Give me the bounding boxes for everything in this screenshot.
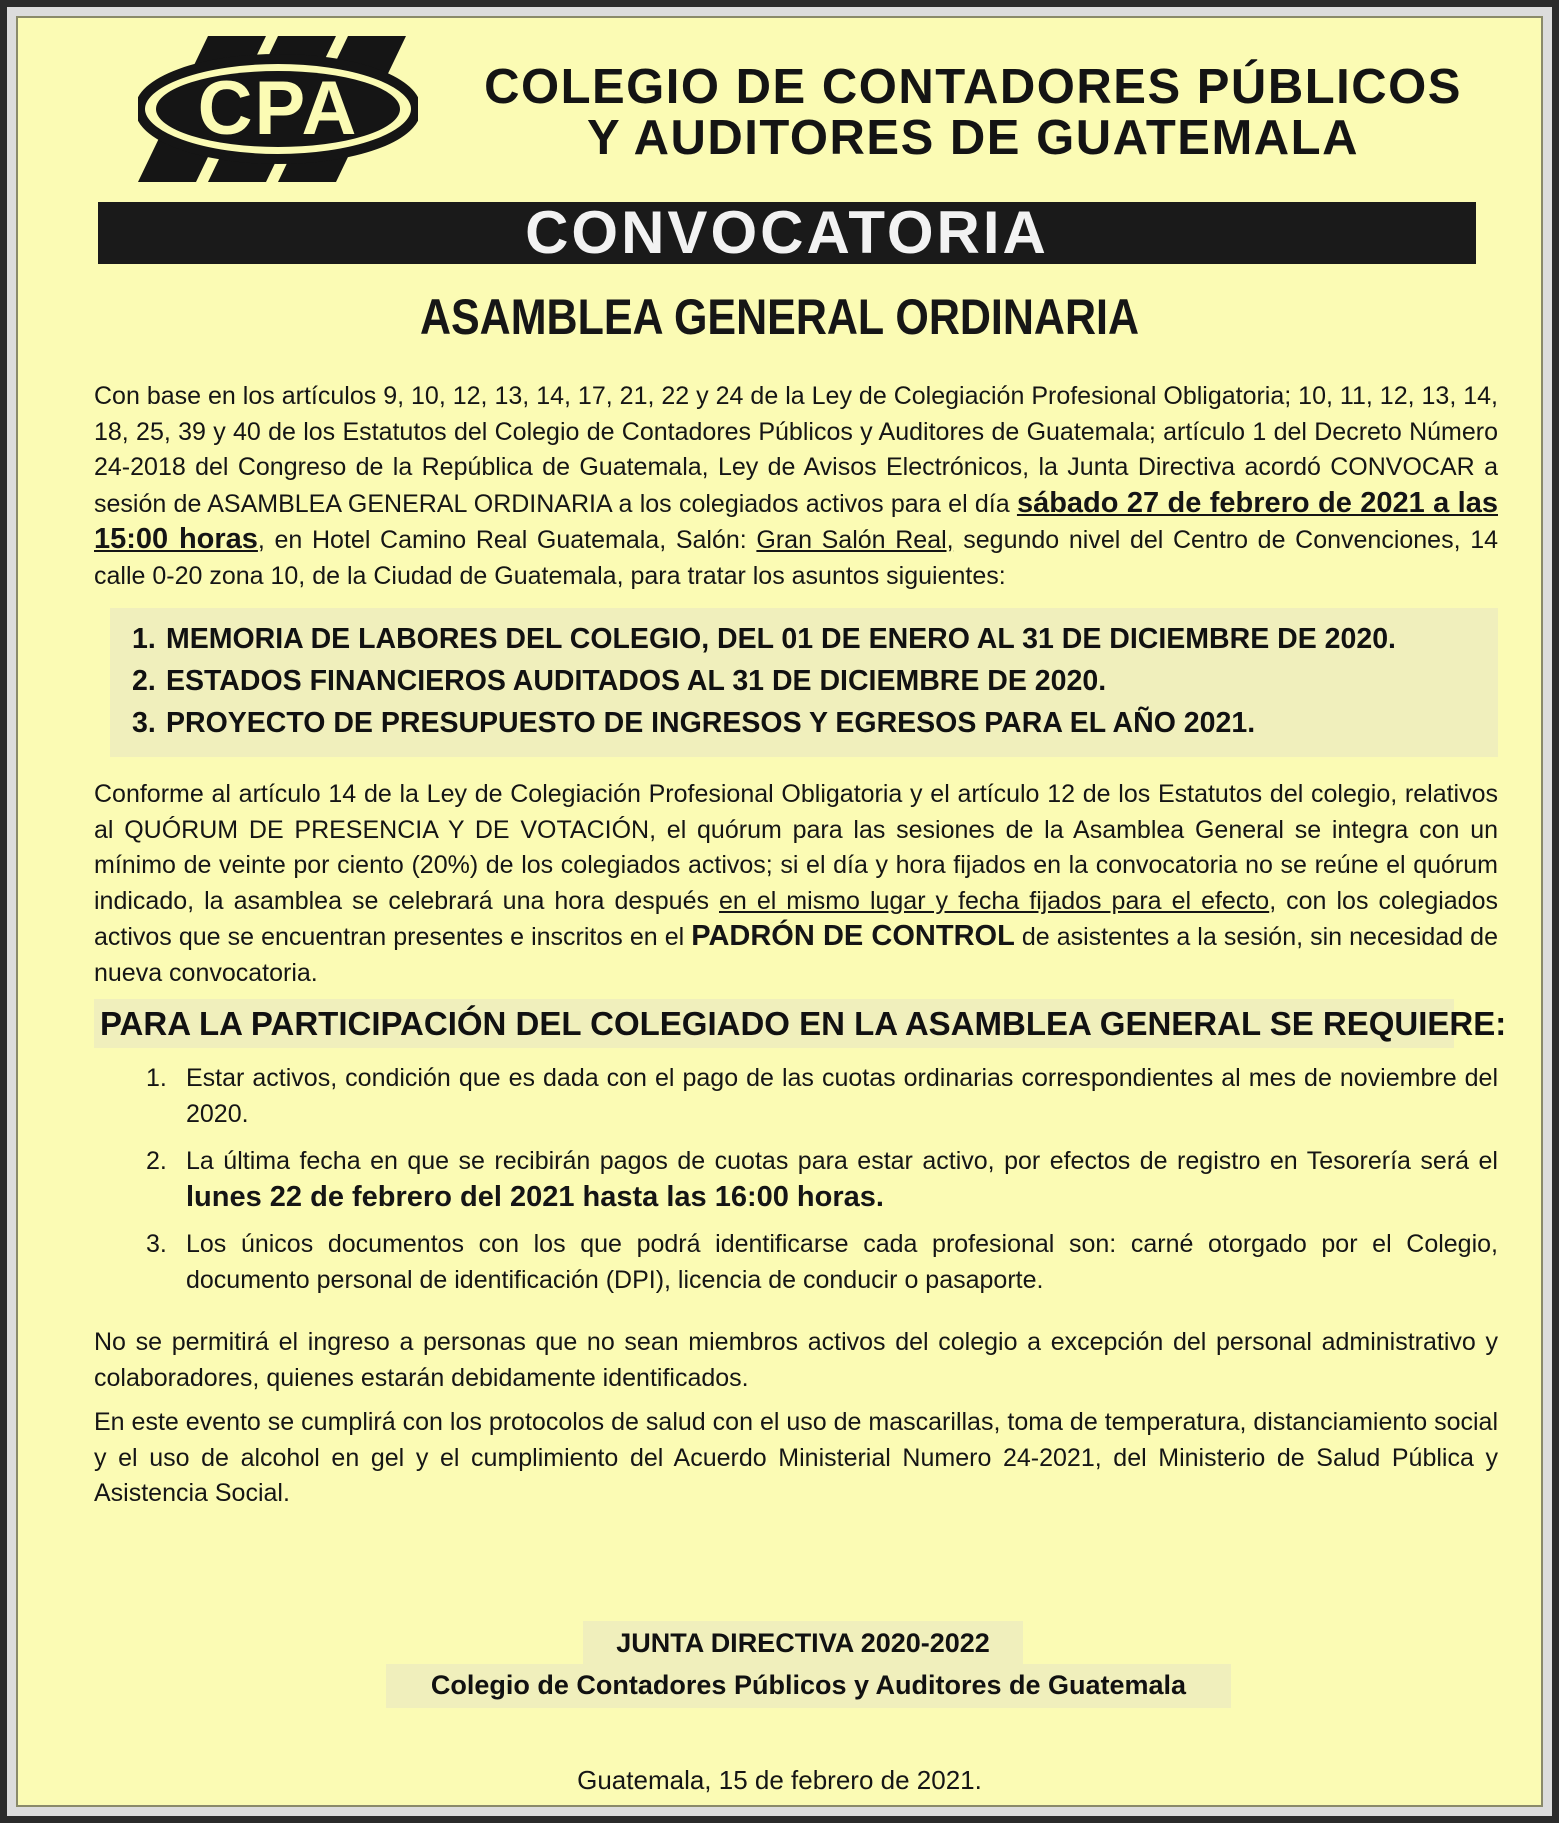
intro-text-2: , en Hotel Camino Real Guatemala, Salón: — [257, 526, 757, 554]
assembly-title: ASAMBLEA GENERAL ORDINARIA — [419, 289, 1140, 345]
agenda-item: 1. MEMORIA DE LABORES DEL COLEGIO, DEL 01 DE ENERO AL 31 DE DICIEMBRE DE 2020. — [132, 623, 1396, 655]
quorum-text-3: de asistentes a la sesión, sin necesidad de nueva convocatoria. — [94, 923, 1498, 987]
requirement-item: 3. Los únicos documentos con los que podrá identificarse cada profesional son: carné otorgado por el Colegio, documento personal de identificación (DPI), licencia de conducir o pasaporte. — [146, 1230, 1498, 1294]
padron-control: PADRÓN DE CONTROL — [691, 920, 1015, 952]
agenda-box — [110, 608, 1498, 757]
requirement-item: 2. La última fecha en que se recibirán pagos de cuotas para estar activo, por efectos de registro en Tesorería será el lunes 22 de febrero del 2021 hasta las 16:00 horas. — [146, 1147, 1498, 1213]
convocatoria-banner: CONVOCATORIA — [98, 202, 1476, 264]
health-protocol-notice: En este evento se cumplirá con los protocolos de salud con el uso de mascarillas, toma de temperatura, distanciamiento social y el uso de alcohol en gel y el cumplimiento del Acuerdo Ministerial Numero 24-2021, del Ministerio de Salud Pública y Asistencia Social. — [94, 1408, 1498, 1507]
svg-text:CPA: CPA — [197, 66, 359, 151]
quorum-paragraph — [94, 777, 1498, 991]
assembly-date: sábado 27 de febrero de 2021 a las 15:00 horas — [94, 486, 1498, 555]
quorum-text-2: , con los colegiados activos que se encuentran presentes e inscritos en el — [94, 886, 1498, 951]
admission-notice: No se permitirá el ingreso a personas que no sean miembros activos del colegio a excepción del personal administrativo y colaboradores, quienes estarán debidamente identificados. — [94, 1328, 1498, 1392]
org-title-line2: Y AUDITORES DE GUATEMALA — [587, 111, 1359, 165]
page-frame — [7, 7, 1552, 1816]
intro-text-3: segundo nivel del Centro de Convenciones, 14 calle 0-20 zona 10, de la Ciudad de Guatemala, para tratar los asuntos siguientes: — [94, 526, 1499, 590]
board-signature: JUNTA DIRECTIVA 2020-2022 — [616, 1628, 990, 1658]
payment-deadline: lunes 22 de febrero del 2021 hasta las 16:00 horas. — [186, 1180, 884, 1213]
quorum-underlined: en el mismo lugar y fecha fijados para el efecto — [719, 886, 1270, 915]
agenda-item: 2. ESTADOS FINANCIEROS AUDITADOS AL 31 DE DICIEMBRE DE 2020. — [132, 665, 1107, 697]
quorum-text-1: Conforme al artículo 14 de la Ley de Colegiación Profesional Obligatoria y el artículo 12 de los Estatutos del colegio, relativos al QUÓRUM DE PRESENCIA Y DE VOTACIÓN, el quórum para las sesiones de la Asamblea General se integra con un mínimo de veinte por ciento (20%) de los colegiados activos; si el día y hora fijados en la convocatoria no se reúne el quórum indicado, la asamblea se celebrará una hora después — [94, 780, 1498, 915]
document-sheet — [16, 16, 1543, 1807]
salon-name: Gran Salón Real, — [756, 526, 954, 554]
agenda-item: 3. PROYECTO DE PRESUPUESTO DE INGRESOS Y EGRESOS PARA EL AÑO 2021. — [132, 707, 1256, 739]
requirements-title: PARA LA PARTICIPACIÓN DEL COLEGIADO EN LA ASAMBLEA GENERAL SE REQUIERE: — [100, 1005, 1507, 1042]
organization-title — [448, 62, 1498, 164]
org-title-line1: COLEGIO DE CONTADORES PÚBLICOS — [484, 60, 1462, 114]
intro-text-1: Con base en los artículos 9, 10, 12, 13, 14, 17, 21, 22 y 24 de la Ley de Colegiación Profesional Obligatoria; 10, 11, 12, 13, 14, 18, 25, 39 y 40 de los Estatutos del Colegio de Contadores Públicos y Auditores de Guatemala; artículo 1 del Decreto Número 24-2018 del Congreso de la República de Guatemala, Ley de Avisos Electrónicos, la Junta Directiva acordó CONVOCAR a sesión de ASAMBLEA GENERAL ORDINARIA a los colegiados activos para el día — [94, 382, 1498, 518]
issue-date: Guatemala, 15 de febrero de 2021. — [577, 1765, 982, 1795]
requirement-item: 1. Estar activos, condición que es dada con el pago de las cuotas ordinarias correspondientes al mes de noviembre del 2020. — [146, 1064, 1498, 1128]
cpa-logo — [138, 36, 418, 182]
organization-signature: Colegio de Contadores Públicos y Auditores de Guatemala — [430, 1670, 1187, 1700]
intro-paragraph — [94, 379, 1498, 594]
